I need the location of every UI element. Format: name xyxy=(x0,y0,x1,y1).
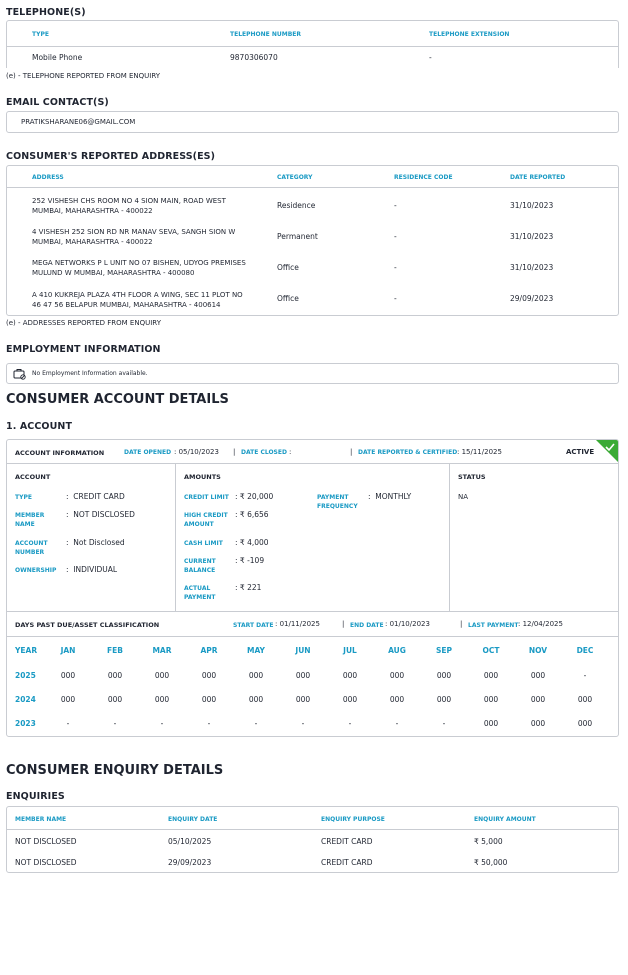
account-heading: 1. ACCOUNT xyxy=(6,421,73,432)
account-number-label: ACCOUNT NUMBER xyxy=(15,540,48,556)
address-category: Office xyxy=(277,294,299,303)
address-code: - xyxy=(394,263,397,272)
tel-number: 9870306070 xyxy=(230,53,278,62)
cash-limit-label: CASH LIMIT xyxy=(184,540,223,547)
addresses-table xyxy=(6,165,619,316)
date-reported-label: DATE REPORTED & CERTIFIED xyxy=(358,449,458,456)
address-line: 4 VISHESH 252 SION RD NR MANAV SEVA, SANGH SION W MUMBAI, MAHARASHTRA - 400022 xyxy=(32,228,236,246)
dpd-cell: 000 xyxy=(60,671,76,680)
dpd-last-label: LAST PAYMENT xyxy=(468,622,519,629)
addr-header-date: DATE REPORTED xyxy=(510,174,566,181)
dpd-cell: 000 xyxy=(530,695,546,704)
address-line: A 410 KUKREJA PLAZA 4TH FLOOR A WING, SEC 11 PLOT NO 46 47 56 BELAPUR MUMBAI, MAHARASHTRA - 400614 xyxy=(32,291,243,309)
dpd-cell: 000 xyxy=(248,695,264,704)
address-date: 31/10/2023 xyxy=(510,263,554,272)
date-opened: : 05/10/2023 xyxy=(174,448,219,456)
dpd-cell: - xyxy=(254,719,258,728)
address-date: 31/10/2023 xyxy=(510,201,554,210)
address-category: Residence xyxy=(277,201,316,210)
account-info-label: ACCOUNT INFORMATION xyxy=(15,449,105,457)
dpd-start: : 01/11/2025 xyxy=(275,620,320,628)
dpd-cell: 000 xyxy=(389,695,405,704)
dpd-month-header: NOV xyxy=(528,646,548,655)
enq-header-date: ENQUIRY DATE xyxy=(168,816,218,823)
dpd-month-header: MAY xyxy=(247,646,265,655)
enq-header-purpose: ENQUIRY PURPOSE xyxy=(321,816,385,823)
dpd-cell: 000 xyxy=(577,719,593,728)
dpd-title: DAYS PAST DUE/ASSET CLASSIFICATION xyxy=(15,621,160,629)
separator: | xyxy=(350,448,353,456)
addr-header-address: ADDRESS xyxy=(32,174,64,181)
payment-frequency-label: PAYMENT FREQUENCY xyxy=(317,494,358,510)
enquiry-member: NOT DISCLOSED xyxy=(15,858,77,867)
briefcase-icon xyxy=(13,368,26,380)
member-value: : NOT DISCLOSED xyxy=(66,510,135,519)
cash-limit-value: : ₹ 4,000 xyxy=(235,538,269,547)
dpd-cell: 000 xyxy=(342,695,358,704)
tel-header-number: TELEPHONE NUMBER xyxy=(230,31,301,38)
current-balance-value: : ₹ -109 xyxy=(235,556,265,565)
employment-box xyxy=(6,363,619,384)
dpd-cell: 000 xyxy=(436,695,452,704)
dpd-cell: 000 xyxy=(201,671,217,680)
high-credit-value: : ₹ 6,656 xyxy=(235,510,269,519)
email-title: EMAIL CONTACT(S) xyxy=(6,97,109,108)
dpd-month-header: AUG xyxy=(388,646,406,655)
member-label: MEMBER NAME xyxy=(15,512,45,528)
account-details-title: CONSUMER ACCOUNT DETAILS xyxy=(6,392,229,407)
dpd-cell: 000 xyxy=(248,671,264,680)
telephones-table xyxy=(6,20,619,68)
dpd-cell: 000 xyxy=(483,671,499,680)
telephones-title: TELEPHONE(S) xyxy=(6,7,86,18)
dpd-month-header: JUN xyxy=(295,646,311,655)
employment-message: No Employment Information available. xyxy=(32,370,148,377)
telephone-note: (e) - TELEPHONE REPORTED FROM ENQUIRY xyxy=(6,72,161,80)
dpd-cell: 000 xyxy=(295,695,311,704)
date-closed: : xyxy=(289,448,292,456)
dpd-year: 2024 xyxy=(15,695,36,704)
date-reported: : 15/11/2025 xyxy=(457,448,502,456)
date-opened-label: DATE OPENED xyxy=(124,449,172,456)
active-check-icon xyxy=(596,440,618,462)
current-balance-label: CURRENT BALANCE xyxy=(184,558,216,574)
dpd-cell: 000 xyxy=(483,719,499,728)
dpd-cell: - xyxy=(348,719,352,728)
dpd-month-header: OCT xyxy=(482,646,500,655)
actual-payment-value: : ₹ 221 xyxy=(235,583,262,592)
enquiry-date: 05/10/2025 xyxy=(168,837,212,846)
dpd-cell: 000 xyxy=(342,671,358,680)
enquiry-date: 29/09/2023 xyxy=(168,858,212,867)
dpd-cell: 000 xyxy=(154,695,170,704)
tel-header-type: TYPE xyxy=(32,31,49,38)
dpd-last: : 12/04/2025 xyxy=(518,620,563,628)
address-category: Office xyxy=(277,263,299,272)
email-value: PRATIKSHARANE06@GMAIL.COM xyxy=(21,118,136,126)
date-closed-label: DATE CLOSED xyxy=(241,449,287,456)
dpd-month-header: FEB xyxy=(107,646,123,655)
account-number-value: : Not Disclosed xyxy=(66,538,125,547)
enquiry-title: CONSUMER ENQUIRY DETAILS xyxy=(6,763,224,778)
address-code: - xyxy=(394,201,397,210)
dpd-cell: - xyxy=(583,671,587,680)
type-label: TYPE xyxy=(15,494,32,501)
tel-header-extension: TELEPHONE EXTENSION xyxy=(429,31,510,38)
status-badge: ACTIVE xyxy=(566,448,595,456)
dpd-cell: 000 xyxy=(530,671,546,680)
email-box xyxy=(6,111,619,133)
dpd-cell: - xyxy=(442,719,446,728)
addr-header-residence: RESIDENCE CODE xyxy=(394,174,453,181)
credit-limit-label: CREDIT LIMIT xyxy=(184,494,229,501)
dpd-cell: 000 xyxy=(389,671,405,680)
enquiry-member: NOT DISCLOSED xyxy=(15,837,77,846)
actual-payment-label: ACTUAL PAYMENT xyxy=(184,585,216,601)
separator: | xyxy=(233,448,236,456)
dpd-cell: 000 xyxy=(483,695,499,704)
dpd-cell: - xyxy=(301,719,305,728)
address-category: Permanent xyxy=(277,232,318,241)
dpd-month-header: JUL xyxy=(343,646,357,655)
enquiry-amount: ₹ 5,000 xyxy=(474,837,503,846)
dpd-month-header: JAN xyxy=(60,646,76,655)
dpd-cell: 000 xyxy=(107,695,123,704)
ownership-value: : INDIVIDUAL xyxy=(66,565,118,574)
addresses-title: CONSUMER'S REPORTED ADDRESS(ES) xyxy=(6,151,216,162)
employment-title: EMPLOYMENT INFORMATION xyxy=(6,344,161,355)
dpd-cell: 000 xyxy=(154,671,170,680)
status-value: NA xyxy=(458,493,469,501)
dpd-month-header: APR xyxy=(200,646,218,655)
dpd-cell: - xyxy=(207,719,211,728)
enquiry-purpose: CREDIT CARD xyxy=(321,837,373,846)
credit-limit-value: : ₹ 20,000 xyxy=(235,492,274,501)
address-line: MEGA NETWORKS P L UNIT NO 07 BISHEN, UDYOG PREMISES MULUND W MUMBAI, MAHARASHTRA - 400080 xyxy=(32,259,246,277)
dpd-cell: 000 xyxy=(107,671,123,680)
address-date: 29/09/2023 xyxy=(510,294,554,303)
address-code: - xyxy=(394,232,397,241)
addr-header-category: CATEGORY xyxy=(277,174,313,181)
dpd-cell: 000 xyxy=(436,671,452,680)
dpd-cell: - xyxy=(66,719,70,728)
dpd-cell: - xyxy=(160,719,164,728)
ownership-label: OWNERSHIP xyxy=(15,567,57,574)
dpd-month-header: MAR xyxy=(152,646,172,655)
dpd-cell: - xyxy=(113,719,117,728)
dpd-month-header: SEP xyxy=(435,646,453,655)
enquiry-amount: ₹ 50,000 xyxy=(474,858,508,867)
high-credit-label: HIGH CREDIT AMOUNT xyxy=(184,512,228,528)
tel-type: Mobile Phone xyxy=(32,53,83,62)
dpd-cell: 000 xyxy=(577,695,593,704)
account-col-title: ACCOUNT xyxy=(15,473,51,481)
separator: | xyxy=(342,620,345,628)
enquiry-table xyxy=(6,806,619,873)
enq-header-member: MEMBER NAME xyxy=(15,816,67,823)
address-date: 31/10/2023 xyxy=(510,232,554,241)
dpd-year: 2023 xyxy=(15,719,36,728)
address-line: 252 VISHESH CHS ROOM NO 4 SION MAIN, ROAD WEST MUMBAI, MAHARASHTRA - 400022 xyxy=(32,197,226,215)
enquiry-purpose: CREDIT CARD xyxy=(321,858,373,867)
dpd-year-header: YEAR xyxy=(15,646,38,655)
dpd-cell: 000 xyxy=(201,695,217,704)
address-note: (e) - ADDRESSES REPORTED FROM ENQUIRY xyxy=(6,319,161,327)
tel-extension: - xyxy=(429,53,432,62)
address-code: - xyxy=(394,294,397,303)
dpd-month-header: DEC xyxy=(576,646,594,655)
separator: | xyxy=(460,620,463,628)
dpd-year: 2025 xyxy=(15,671,36,680)
amounts-col-title: AMOUNTS xyxy=(184,473,221,481)
dpd-cell: 000 xyxy=(530,719,546,728)
dpd-cell: - xyxy=(395,719,399,728)
dpd-end-label: END DATE xyxy=(350,622,384,629)
payment-frequency-value: : MONTHLY xyxy=(368,492,412,501)
type-value: : CREDIT CARD xyxy=(66,492,125,501)
dpd-cell: 000 xyxy=(60,695,76,704)
enq-header-amount: ENQUIRY AMOUNT xyxy=(474,816,536,823)
dpd-start-label: START DATE xyxy=(233,622,274,629)
dpd-end: : 01/10/2023 xyxy=(385,620,430,628)
account-card xyxy=(6,439,619,737)
dpd-cell: 000 xyxy=(295,671,311,680)
enquiry-subtitle: ENQUIRIES xyxy=(6,791,65,802)
status-col-title: STATUS xyxy=(458,473,486,481)
